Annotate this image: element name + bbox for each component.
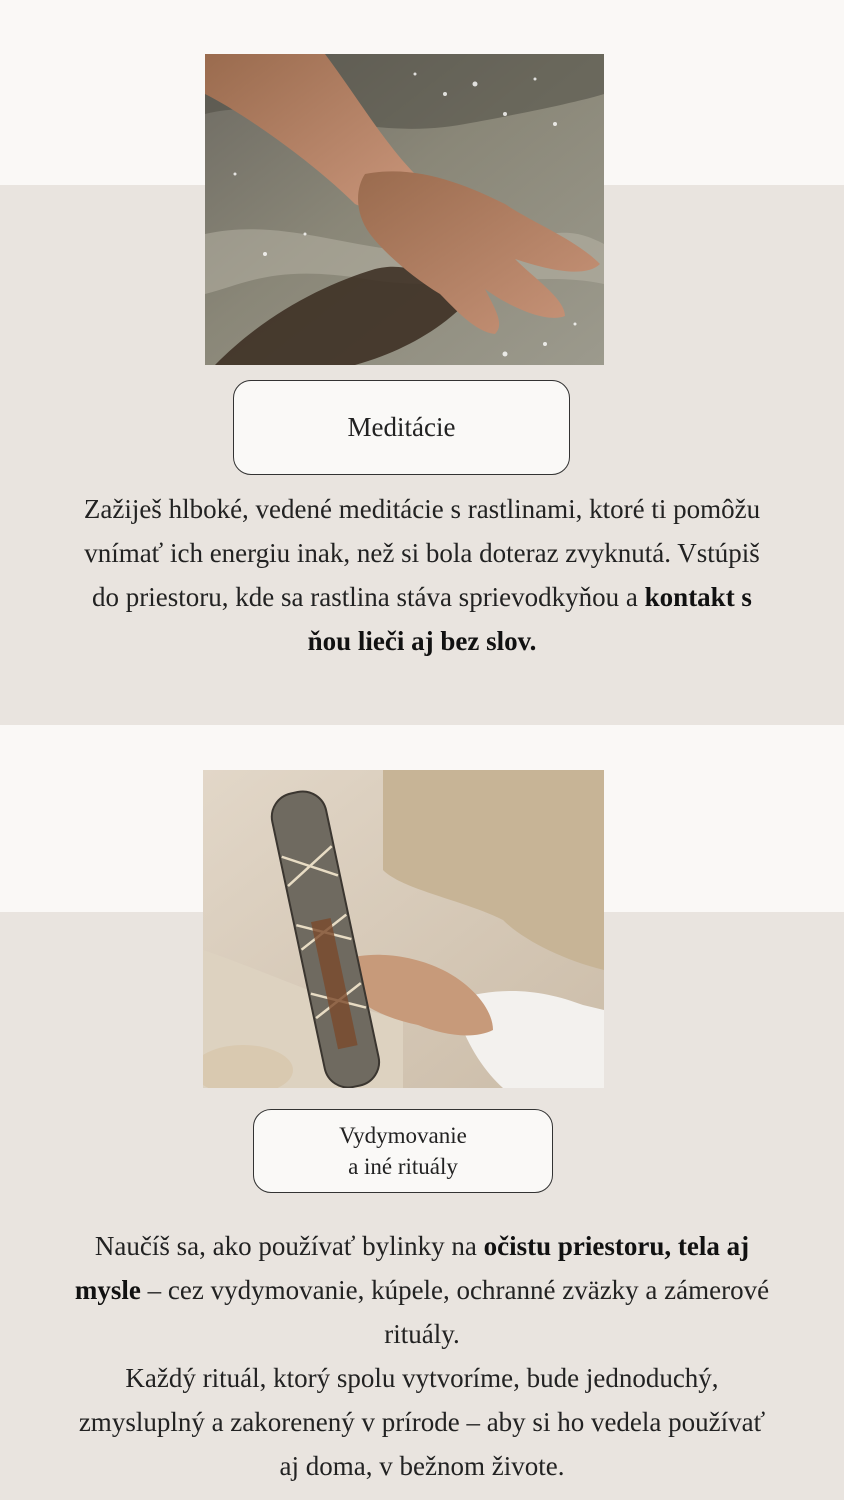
rituals-description-bold: očistu priestoru, tela aj mysle (74, 1231, 750, 1305)
rituals-description-text-3: Každý rituál, ktorý spolu vytvoríme, bude jednoduchý, zmysluplný a zakorenený v prírode – aby si ho vedela používať aj doma, v bežnom živote. (78, 1363, 766, 1481)
rituals-description-text-1: Naučíš sa, ako používať bylinky na (94, 1231, 484, 1261)
rituals-description (70, 1224, 774, 1488)
meditation-title-card (233, 380, 570, 475)
herb-smudge-bundle-image (203, 770, 604, 1088)
meditation-description-bold: kontakt s ňou lieči aj bez slov. (307, 582, 752, 656)
meditation-description (70, 487, 774, 663)
rituals-description-text-2: – cez vydymovanie, kúpele, ochranné zväzky a zámerové rituály. (140, 1275, 770, 1349)
meditation-description-text: Zažiješ hlboké, vedené meditácie s rastlinami, ktoré ti pomôžu vnímať ich energiu inak, než si bola doteraz zvyknutá. Vstúpiš do priestoru, kde sa rastlina stáva sprievodkyňou a (83, 494, 761, 612)
rituals-title-line1: Vydymovanie (339, 1123, 467, 1148)
meditation-title: Meditácie (347, 412, 456, 442)
rituals-title-line2: a iné rituály (348, 1154, 458, 1179)
hand-in-water-image (205, 54, 604, 365)
rituals-title-card (253, 1109, 553, 1193)
